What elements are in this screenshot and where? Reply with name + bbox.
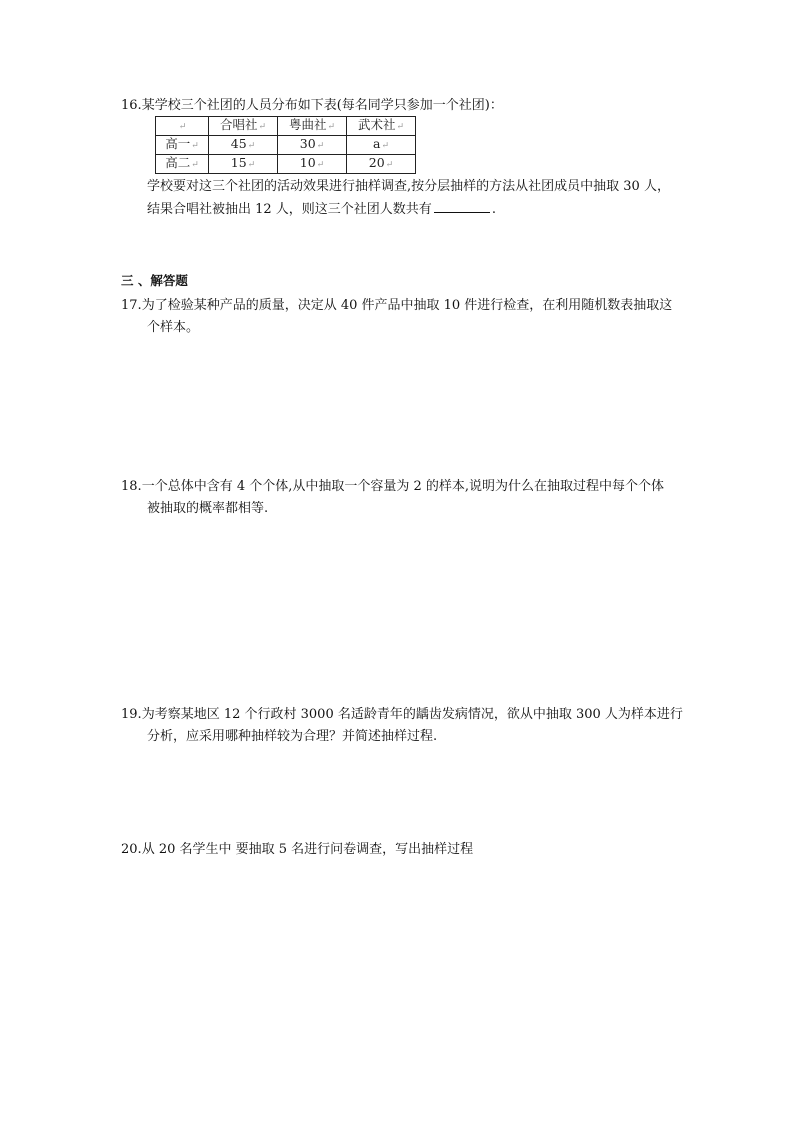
section-title: 三 、解答题 xyxy=(121,273,188,288)
question-number: 19. xyxy=(121,707,142,722)
question-number: 16. xyxy=(121,98,142,113)
question-16 xyxy=(121,95,721,117)
table-cell: a↵ xyxy=(347,136,416,155)
question-16-line2: 结果合唱社被抽出 12 人，则这三个社团人数共有 . xyxy=(147,198,721,221)
question-16-body xyxy=(121,176,721,221)
table-cell: 武术社↵ xyxy=(347,117,416,136)
society-table xyxy=(155,116,416,174)
question-17 xyxy=(121,295,721,339)
table-cell: 45↵ xyxy=(209,136,278,155)
question-18 xyxy=(121,476,721,520)
question-16-stem: 16.某学校三个社团的人员分布如下表(每名同学只参加一个社团)： xyxy=(121,98,503,113)
question-16-line1: 学校要对这三个社团的活动效果进行抽样调查,按分层抽样的方法从社团成员中抽取 30 人， xyxy=(147,179,670,194)
table-cell: 高一↵ xyxy=(156,136,209,155)
table-cell: ↵ xyxy=(156,117,209,136)
table-cell: 30↵ xyxy=(278,136,347,155)
table-header-row xyxy=(156,117,416,136)
question-20-line1: 从 20 名学生中 要抽取 5 名进行问卷调查，写出抽样过程 xyxy=(141,842,474,857)
question-number: 18. xyxy=(121,479,142,494)
table-cell: 20↵ xyxy=(347,155,416,174)
table-row xyxy=(156,136,416,155)
question-17-line1: 为了检验某种产品的质量，决定从 40 件产品中抽取 10 件进行检查，在利用随机数表抽取这 xyxy=(141,298,673,313)
question-18-line1: 一个总体中含有 4 个个体,从中抽取一个容量为 2 的样本,说明为什么在抽取过程中每个个体 xyxy=(141,479,665,494)
table-cell: 10↵ xyxy=(278,155,347,174)
answer-blank[interactable] xyxy=(434,198,490,213)
table-row xyxy=(156,155,416,174)
table-cell: 15↵ xyxy=(209,155,278,174)
question-17-line2: 个样本。 xyxy=(147,320,200,335)
question-19-line2: 分析，应采用哪种抽样较为合理？并简述抽样过程. xyxy=(147,729,438,744)
question-number: 17. xyxy=(121,298,142,313)
table-cell: 高二↵ xyxy=(156,155,209,174)
table-cell: 合唱社↵ xyxy=(209,117,278,136)
question-number: 20. xyxy=(121,842,142,857)
table-cell: 粤曲社↵ xyxy=(278,117,347,136)
question-19-line1: 为考察某地区 12 个行政村 3000 名适龄青年的龋齿发病情况，欲从中抽取 300 人为样本进行 xyxy=(141,707,683,722)
question-20 xyxy=(121,839,721,861)
question-18-line2: 被抽取的概率都相等. xyxy=(147,501,269,516)
question-19 xyxy=(121,704,721,748)
